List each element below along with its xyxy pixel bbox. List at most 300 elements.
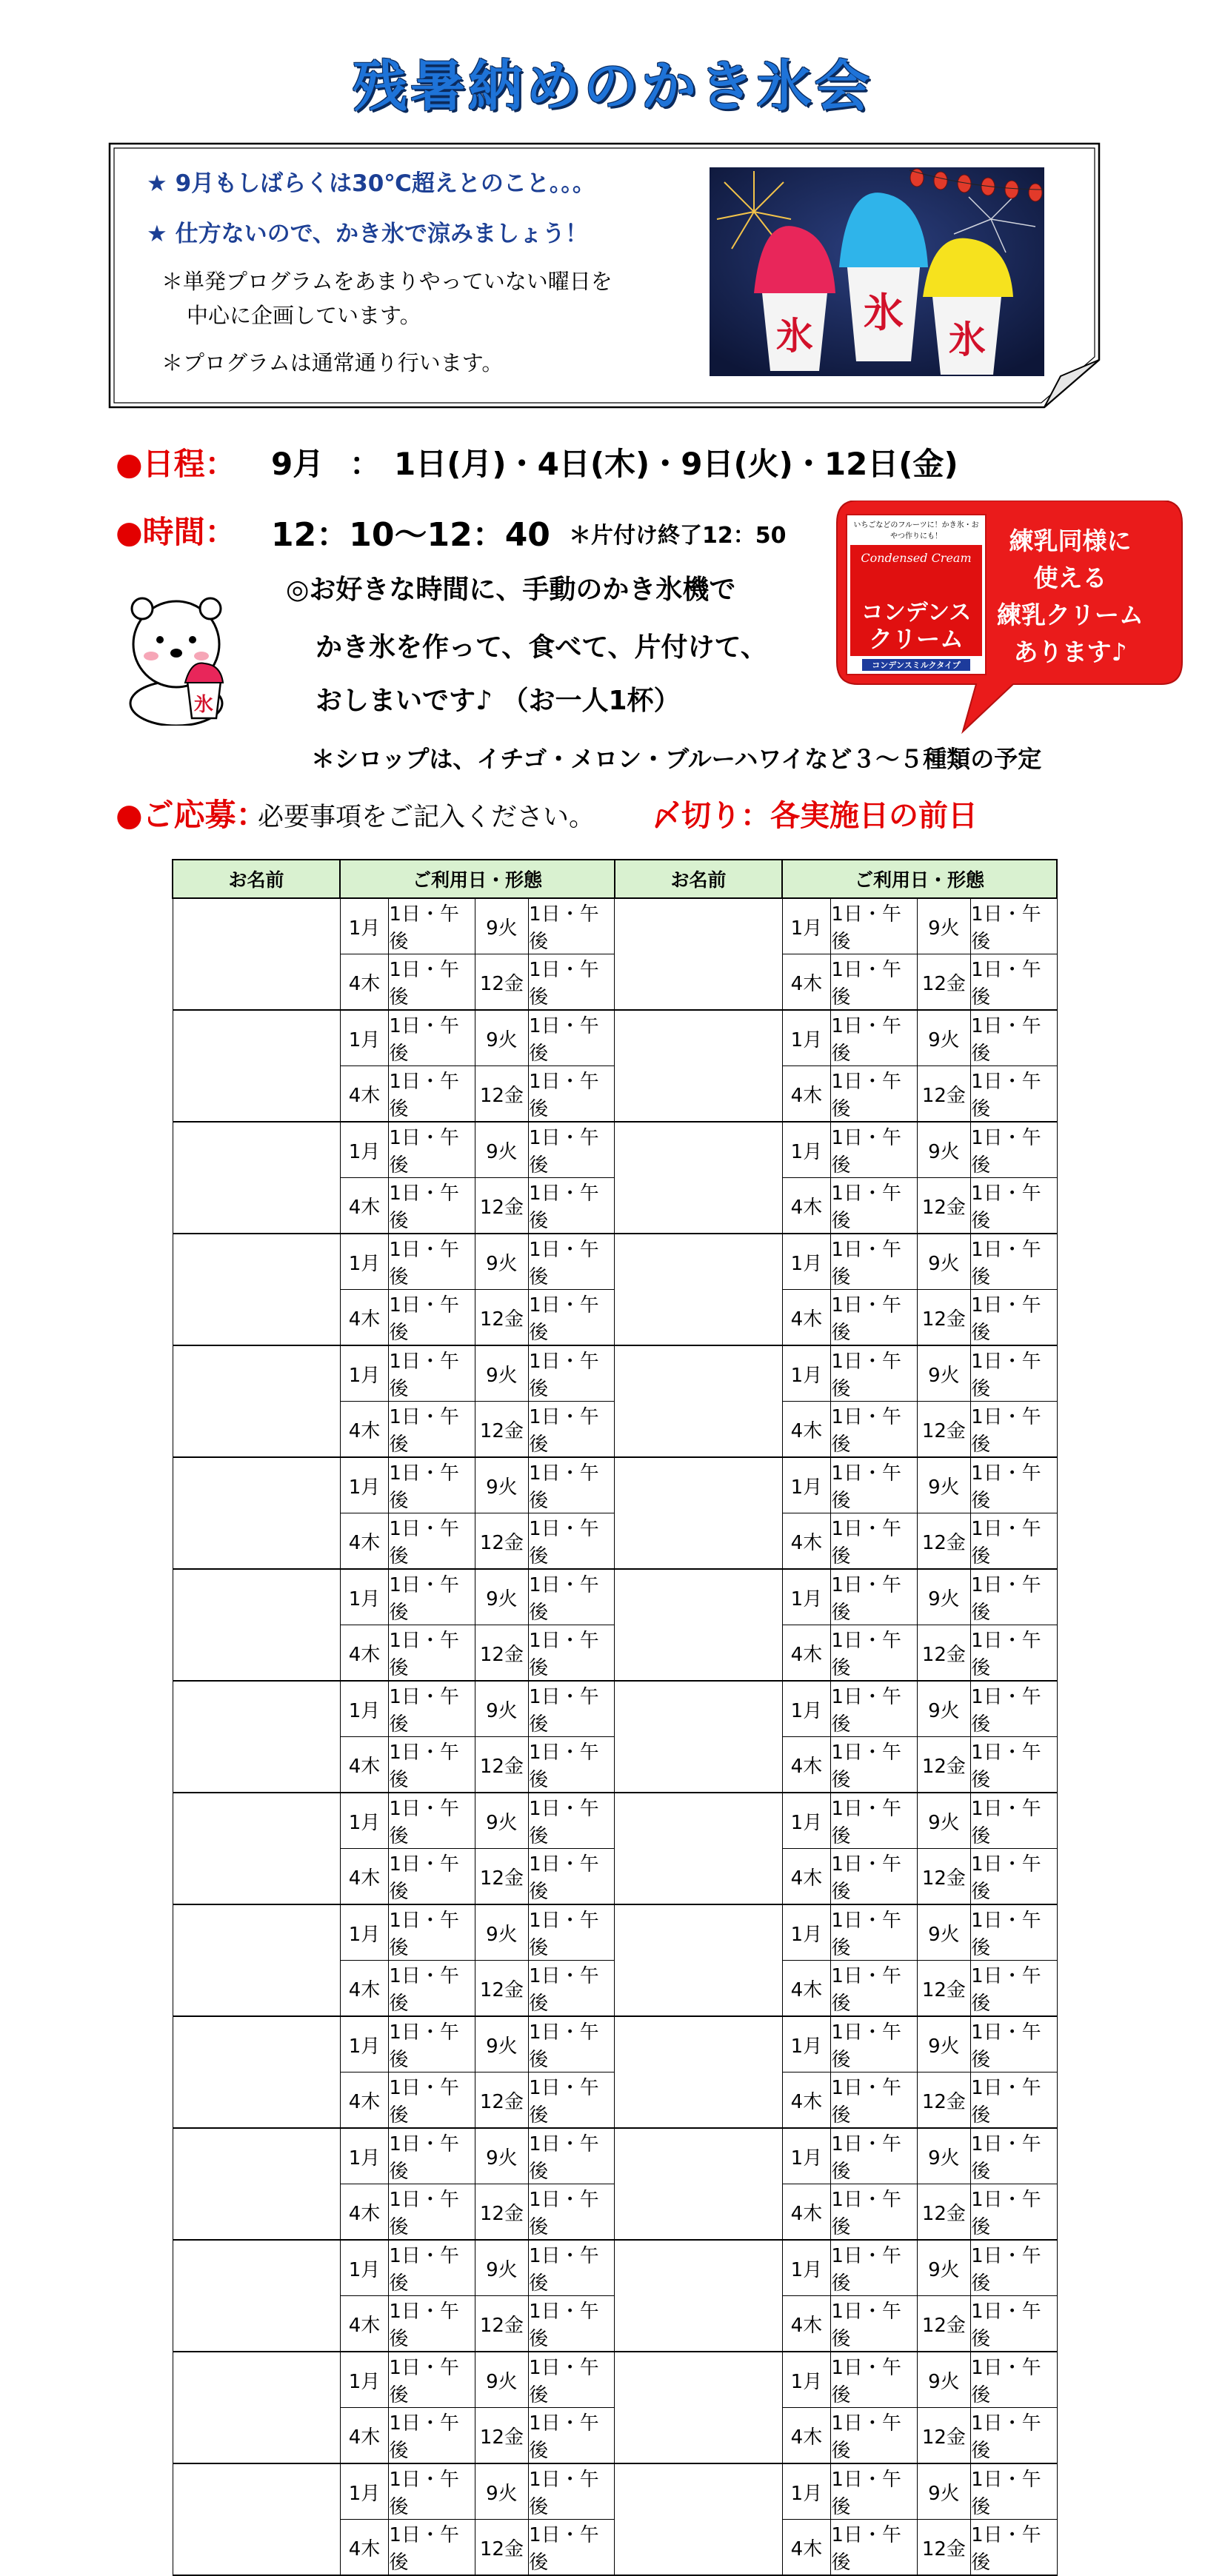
option-cell[interactable]: 1日・午後: [971, 2352, 1057, 2408]
date-cell[interactable]: 4木: [782, 2408, 831, 2464]
description-line-3: おしまいです♪ （お一人1杯）: [316, 686, 681, 716]
table-row: [173, 2128, 1057, 2184]
option-cell[interactable]: 1日・午後: [831, 1457, 917, 1513]
date-cell[interactable]: 12金: [917, 2408, 970, 2464]
option-cell[interactable]: 1日・午後: [831, 2408, 917, 2464]
name-input-cell[interactable]: [173, 1345, 340, 1457]
description-line-2: かき氷を作って、食べて、片付けて、: [316, 632, 767, 663]
option-cell[interactable]: 1日・午後: [389, 2016, 475, 2072]
option-cell[interactable]: 1日・午後: [529, 1178, 615, 1234]
option-cell[interactable]: 1日・午後: [831, 2296, 917, 2352]
option-cell[interactable]: 1日・午後: [971, 2240, 1057, 2296]
package-bottom: コンデンスミルクタイプ: [862, 659, 970, 671]
date-cell[interactable]: 9火: [917, 2240, 970, 2296]
date-cell[interactable]: 4木: [340, 1849, 389, 1905]
date-cell[interactable]: 12金: [475, 1737, 528, 1793]
option-cell[interactable]: 1日・午後: [831, 1066, 917, 1123]
option-cell[interactable]: 1日・午後: [971, 1345, 1057, 1402]
option-cell[interactable]: 1日・午後: [529, 1066, 615, 1123]
date-cell[interactable]: 9火: [475, 2352, 528, 2408]
date-cell[interactable]: 9火: [475, 1122, 528, 1178]
date-cell[interactable]: 12金: [475, 1066, 528, 1123]
date-cell[interactable]: 12金: [475, 1961, 528, 2017]
date-cell[interactable]: 9火: [917, 1234, 970, 1290]
name-input-cell[interactable]: [615, 1345, 782, 1457]
option-cell[interactable]: 1日・午後: [529, 954, 615, 1011]
date-cell[interactable]: 4木: [340, 1625, 389, 1682]
schedule-month: 9月: [271, 446, 324, 482]
option-cell[interactable]: 1日・午後: [389, 1178, 475, 1234]
name-input-cell[interactable]: [173, 2463, 340, 2575]
name-input-cell[interactable]: [615, 1569, 782, 1681]
date-cell[interactable]: 1月: [340, 1457, 389, 1513]
schedule-dates: 1日(月)・4日(木)・9日(火)・12日(金): [394, 446, 958, 482]
date-cell[interactable]: 1月: [340, 1569, 389, 1625]
date-cell[interactable]: 12金: [475, 1849, 528, 1905]
name-input-cell[interactable]: [615, 1234, 782, 1345]
date-cell[interactable]: 12金: [475, 1290, 528, 1346]
date-cell[interactable]: 12金: [917, 1066, 970, 1123]
date-cell[interactable]: 9火: [475, 1681, 528, 1737]
option-cell[interactable]: 1日・午後: [971, 1066, 1057, 1123]
date-cell[interactable]: 12金: [917, 954, 970, 1011]
date-cell[interactable]: 9火: [917, 1457, 970, 1513]
condensed-cream-package: [846, 514, 987, 675]
name-input-cell[interactable]: [615, 2128, 782, 2240]
option-cell[interactable]: 1日・午後: [389, 1290, 475, 1346]
name-input-cell[interactable]: [173, 1681, 340, 1793]
option-cell[interactable]: 1日・午後: [529, 1737, 615, 1793]
name-input-cell[interactable]: [615, 2463, 782, 2575]
intro-line-2: ★ 仕方ないので、かき氷で涼みましょう！: [147, 221, 588, 247]
option-cell[interactable]: 1日・午後: [831, 1234, 917, 1290]
date-cell[interactable]: 9火: [475, 2128, 528, 2184]
date-cell[interactable]: 4木: [782, 1513, 831, 1570]
option-cell[interactable]: 1日・午後: [831, 1402, 917, 1458]
date-cell[interactable]: 4木: [782, 2520, 831, 2576]
date-cell[interactable]: 4木: [340, 2408, 389, 2464]
schedule-label: ●日程：: [116, 446, 236, 482]
option-cell[interactable]: 1日・午後: [529, 1904, 615, 1961]
option-cell[interactable]: 1日・午後: [971, 1010, 1057, 1066]
option-cell[interactable]: 1日・午後: [831, 2072, 917, 2129]
option-cell[interactable]: 1日・午後: [971, 1178, 1057, 1234]
option-cell[interactable]: 1日・午後: [389, 1122, 475, 1178]
option-cell[interactable]: 1日・午後: [831, 1737, 917, 1793]
date-cell[interactable]: 4木: [782, 2184, 831, 2241]
date-cell[interactable]: 9火: [917, 2463, 970, 2520]
option-cell[interactable]: 1日・午後: [529, 1569, 615, 1625]
date-cell[interactable]: 12金: [917, 1513, 970, 1570]
date-cell[interactable]: 1月: [782, 1234, 831, 1290]
option-cell[interactable]: 1日・午後: [389, 1234, 475, 1290]
option-cell[interactable]: 1日・午後: [389, 1961, 475, 2017]
option-cell[interactable]: 1日・午後: [831, 1569, 917, 1625]
date-cell[interactable]: 9火: [475, 2016, 528, 2072]
option-cell[interactable]: 1日・午後: [971, 1904, 1057, 1961]
option-cell[interactable]: 1日・午後: [971, 2128, 1057, 2184]
option-cell[interactable]: 1日・午後: [831, 1122, 917, 1178]
name-input-cell[interactable]: [173, 1904, 340, 2016]
option-cell[interactable]: 1日・午後: [389, 2296, 475, 2352]
option-cell[interactable]: 1日・午後: [971, 2184, 1057, 2241]
option-cell[interactable]: 1日・午後: [971, 2296, 1057, 2352]
option-cell[interactable]: 1日・午後: [831, 2352, 917, 2408]
table-row: [173, 1010, 1057, 1066]
option-cell[interactable]: 1日・午後: [389, 2128, 475, 2184]
time-label: ●時間：: [116, 514, 236, 550]
option-cell[interactable]: 1日・午後: [529, 1513, 615, 1570]
date-cell[interactable]: 9火: [475, 1793, 528, 1849]
name-input-cell[interactable]: [173, 2240, 340, 2352]
option-cell[interactable]: 1日・午後: [389, 2184, 475, 2241]
date-cell[interactable]: 12金: [475, 2520, 528, 2576]
date-cell[interactable]: 1月: [340, 1345, 389, 1402]
date-cell[interactable]: 4木: [340, 1290, 389, 1346]
option-cell[interactable]: 1日・午後: [971, 1402, 1057, 1458]
date-cell[interactable]: 4木: [782, 1737, 831, 1793]
name-input-cell[interactable]: [173, 2128, 340, 2240]
date-cell[interactable]: 12金: [917, 2184, 970, 2241]
date-cell[interactable]: 9火: [917, 1345, 970, 1402]
date-cell[interactable]: 4木: [782, 1066, 831, 1123]
option-cell[interactable]: 1日・午後: [529, 1122, 615, 1178]
option-cell[interactable]: 1日・午後: [529, 2016, 615, 2072]
option-cell[interactable]: 1日・午後: [529, 1290, 615, 1346]
option-cell[interactable]: 1日・午後: [389, 2352, 475, 2408]
deadline-text: 〆切り：各実施日の前日: [652, 799, 978, 833]
date-cell[interactable]: 9火: [475, 1904, 528, 1961]
date-cell[interactable]: 12金: [475, 1625, 528, 1682]
option-cell[interactable]: 1日・午後: [971, 1737, 1057, 1793]
option-cell[interactable]: 1日・午後: [971, 1681, 1057, 1737]
option-cell[interactable]: 1日・午後: [971, 2016, 1057, 2072]
option-cell[interactable]: 1日・午後: [389, 1569, 475, 1625]
option-cell[interactable]: 1日・午後: [831, 1961, 917, 2017]
date-cell[interactable]: 1月: [340, 1234, 389, 1290]
name-input-cell[interactable]: [173, 1457, 340, 1569]
cup-label-1: 氷: [776, 315, 813, 358]
option-cell[interactable]: 1日・午後: [971, 2408, 1057, 2464]
date-cell[interactable]: 4木: [782, 1178, 831, 1234]
intro-note-1b: 中心に企画しています。: [187, 303, 421, 328]
date-cell[interactable]: 12金: [917, 1402, 970, 1458]
option-cell[interactable]: 1日・午後: [529, 1402, 615, 1458]
option-cell[interactable]: 1日・午後: [831, 2240, 917, 2296]
date-cell[interactable]: 12金: [475, 1178, 528, 1234]
table-row: [173, 1793, 1057, 1849]
table-row: [173, 2352, 1057, 2408]
date-cell[interactable]: 4木: [340, 1066, 389, 1123]
option-cell[interactable]: 1日・午後: [971, 954, 1057, 1011]
date-cell[interactable]: 9火: [917, 2128, 970, 2184]
date-cell[interactable]: 4木: [340, 1737, 389, 1793]
date-cell[interactable]: 4木: [340, 1961, 389, 2017]
option-cell[interactable]: 1日・午後: [831, 898, 917, 954]
option-cell[interactable]: 1日・午後: [831, 1904, 917, 1961]
option-cell[interactable]: 1日・午後: [529, 2184, 615, 2241]
option-cell[interactable]: 1日・午後: [971, 1849, 1057, 1905]
option-cell[interactable]: 1日・午後: [389, 1793, 475, 1849]
date-cell[interactable]: 9火: [917, 1681, 970, 1737]
date-cell[interactable]: 4木: [782, 1625, 831, 1682]
name-input-cell[interactable]: [173, 1234, 340, 1345]
option-cell[interactable]: 1日・午後: [831, 954, 917, 1011]
name-input-cell[interactable]: [173, 1010, 340, 1122]
date-cell[interactable]: 1月: [782, 2016, 831, 2072]
date-cell[interactable]: 1月: [340, 2128, 389, 2184]
date-cell[interactable]: 12金: [475, 2408, 528, 2464]
date-cell[interactable]: 1月: [782, 1681, 831, 1737]
date-cell[interactable]: 9火: [475, 1010, 528, 1066]
date-cell[interactable]: 1月: [782, 2240, 831, 2296]
date-cell[interactable]: 4木: [340, 2072, 389, 2129]
date-cell[interactable]: 12金: [917, 2296, 970, 2352]
date-cell[interactable]: 4木: [782, 1290, 831, 1346]
date-cell[interactable]: 12金: [917, 2072, 970, 2129]
date-cell[interactable]: 1月: [782, 1010, 831, 1066]
option-cell[interactable]: 1日・午後: [389, 1849, 475, 1905]
date-cell[interactable]: 9火: [917, 2016, 970, 2072]
date-cell[interactable]: 12金: [917, 1737, 970, 1793]
date-cell[interactable]: 1月: [340, 1010, 389, 1066]
table-row: [173, 1457, 1057, 1513]
bubble-text-2: 使える: [1033, 563, 1107, 592]
option-cell[interactable]: 1日・午後: [831, 1513, 917, 1570]
date-cell[interactable]: 9火: [475, 1234, 528, 1290]
option-cell[interactable]: 1日・午後: [529, 1234, 615, 1290]
option-cell[interactable]: 1日・午後: [831, 1849, 917, 1905]
option-cell[interactable]: 1日・午後: [389, 1513, 475, 1570]
option-cell[interactable]: 1日・午後: [971, 1290, 1057, 1346]
date-cell[interactable]: 12金: [917, 1625, 970, 1682]
option-cell[interactable]: 1日・午後: [971, 1961, 1057, 2017]
date-cell[interactable]: 9火: [475, 898, 528, 954]
option-cell[interactable]: 1日・午後: [971, 2463, 1057, 2520]
option-cell[interactable]: 1日・午後: [389, 2463, 475, 2520]
date-cell[interactable]: 9火: [917, 1010, 970, 1066]
date-cell[interactable]: 12金: [475, 954, 528, 1011]
name-input-cell[interactable]: [173, 1793, 340, 1904]
option-cell[interactable]: 1日・午後: [831, 2520, 917, 2576]
option-cell[interactable]: 1日・午後: [529, 2072, 615, 2129]
option-cell[interactable]: 1日・午後: [389, 1457, 475, 1513]
date-cell[interactable]: 12金: [475, 1402, 528, 1458]
name-input-cell[interactable]: [173, 1569, 340, 1681]
date-cell[interactable]: 4木: [782, 1961, 831, 2017]
option-cell[interactable]: 1日・午後: [971, 1122, 1057, 1178]
date-cell[interactable]: 9火: [475, 2240, 528, 2296]
option-cell[interactable]: 1日・午後: [831, 1345, 917, 1402]
date-cell[interactable]: 4木: [340, 2296, 389, 2352]
option-cell[interactable]: 1日・午後: [831, 1010, 917, 1066]
option-cell[interactable]: 1日・午後: [971, 1625, 1057, 1682]
option-cell[interactable]: 1日・午後: [831, 2016, 917, 2072]
option-cell[interactable]: 1日・午後: [389, 2072, 475, 2129]
name-input-cell[interactable]: [173, 2016, 340, 2128]
option-cell[interactable]: 1日・午後: [389, 1625, 475, 1682]
option-cell[interactable]: 1日・午後: [389, 1345, 475, 1402]
option-cell[interactable]: 1日・午後: [529, 1793, 615, 1849]
date-cell[interactable]: 1月: [782, 1904, 831, 1961]
option-cell[interactable]: 1日・午後: [529, 1010, 615, 1066]
date-cell[interactable]: 12金: [475, 2072, 528, 2129]
option-cell[interactable]: 1日・午後: [529, 2463, 615, 2520]
page-title: 残暑納めのかき氷会: [353, 55, 872, 118]
date-cell[interactable]: 1月: [340, 2240, 389, 2296]
date-cell[interactable]: 12金: [475, 2184, 528, 2241]
option-cell[interactable]: 1日・午後: [971, 1457, 1057, 1513]
option-cell[interactable]: 1日・午後: [529, 1961, 615, 2017]
date-cell[interactable]: 9火: [917, 898, 970, 954]
date-cell[interactable]: 1月: [782, 1793, 831, 1849]
option-cell[interactable]: 1日・午後: [971, 898, 1057, 954]
option-cell[interactable]: 1日・午後: [971, 1793, 1057, 1849]
date-cell[interactable]: 9火: [917, 1569, 970, 1625]
option-cell[interactable]: 1日・午後: [529, 898, 615, 954]
option-cell[interactable]: 1日・午後: [389, 2408, 475, 2464]
option-cell[interactable]: 1日・午後: [529, 1849, 615, 1905]
option-cell[interactable]: 1日・午後: [831, 2128, 917, 2184]
date-cell[interactable]: 4木: [340, 954, 389, 1011]
option-cell[interactable]: 1日・午後: [389, 1066, 475, 1123]
date-cell[interactable]: 1月: [782, 1569, 831, 1625]
option-cell[interactable]: 1日・午後: [389, 1681, 475, 1737]
option-cell[interactable]: 1日・午後: [389, 2520, 475, 2576]
date-cell[interactable]: 12金: [917, 1961, 970, 2017]
date-cell[interactable]: 1月: [782, 1457, 831, 1513]
name-input-cell[interactable]: [173, 2352, 340, 2463]
option-cell[interactable]: 1日・午後: [529, 2240, 615, 2296]
date-cell[interactable]: 9火: [475, 1569, 528, 1625]
option-cell[interactable]: 1日・午後: [529, 2296, 615, 2352]
option-cell[interactable]: 1日・午後: [831, 2184, 917, 2241]
date-cell[interactable]: 1月: [340, 2463, 389, 2520]
option-cell[interactable]: 1日・午後: [971, 1569, 1057, 1625]
option-cell[interactable]: 1日・午後: [831, 1793, 917, 1849]
option-cell[interactable]: 1日・午後: [831, 1290, 917, 1346]
option-cell[interactable]: 1日・午後: [529, 2520, 615, 2576]
date-cell[interactable]: 9火: [917, 2352, 970, 2408]
date-cell[interactable]: 1月: [340, 2016, 389, 2072]
date-cell[interactable]: 12金: [917, 1849, 970, 1905]
date-cell[interactable]: 4木: [340, 2184, 389, 2241]
option-cell[interactable]: 1日・午後: [529, 2352, 615, 2408]
name-input-cell[interactable]: [615, 2352, 782, 2463]
header-name-left: お名前: [173, 860, 340, 898]
date-cell[interactable]: 4木: [782, 2296, 831, 2352]
date-cell[interactable]: 1月: [340, 1793, 389, 1849]
date-cell[interactable]: 12金: [475, 1513, 528, 1570]
date-cell[interactable]: 12金: [917, 1290, 970, 1346]
date-cell[interactable]: 4木: [340, 1513, 389, 1570]
date-cell[interactable]: 9火: [917, 1122, 970, 1178]
table-row: [173, 1234, 1057, 1290]
date-cell[interactable]: 4木: [782, 2072, 831, 2129]
option-cell[interactable]: 1日・午後: [529, 2408, 615, 2464]
apply-label: ●ご応募：: [116, 797, 267, 833]
option-cell[interactable]: 1日・午後: [389, 1010, 475, 1066]
date-cell[interactable]: 12金: [917, 2520, 970, 2576]
package-script: Condensed Cream: [861, 551, 972, 565]
date-cell[interactable]: 1月: [782, 898, 831, 954]
name-input-cell[interactable]: [173, 1122, 340, 1234]
name-input-cell[interactable]: [615, 2016, 782, 2128]
date-cell[interactable]: 12金: [475, 2296, 528, 2352]
name-input-cell[interactable]: [615, 1457, 782, 1569]
date-cell[interactable]: 1月: [782, 2352, 831, 2408]
table-row: [173, 898, 1057, 954]
option-cell[interactable]: 1日・午後: [971, 1513, 1057, 1570]
name-input-cell[interactable]: [615, 2240, 782, 2352]
option-cell[interactable]: 1日・午後: [389, 954, 475, 1011]
date-cell[interactable]: 9火: [475, 1457, 528, 1513]
option-cell[interactable]: 1日・午後: [831, 1625, 917, 1682]
option-cell[interactable]: 1日・午後: [529, 2128, 615, 2184]
option-cell[interactable]: 1日・午後: [529, 1625, 615, 1682]
name-input-cell[interactable]: [615, 1793, 782, 1904]
table-row: [173, 1569, 1057, 1625]
date-cell[interactable]: 1月: [782, 2463, 831, 2520]
name-input-cell[interactable]: [615, 1010, 782, 1122]
name-input-cell[interactable]: [173, 898, 340, 1010]
date-cell[interactable]: 1月: [340, 1122, 389, 1178]
name-input-cell[interactable]: [615, 1904, 782, 2016]
option-cell[interactable]: 1日・午後: [529, 1681, 615, 1737]
option-cell[interactable]: 1日・午後: [389, 1402, 475, 1458]
date-cell[interactable]: 9火: [917, 1904, 970, 1961]
option-cell[interactable]: 1日・午後: [971, 2072, 1057, 2129]
date-cell[interactable]: 1月: [340, 898, 389, 954]
option-cell[interactable]: 1日・午後: [971, 1234, 1057, 1290]
package-name-2: クリーム: [868, 625, 964, 653]
date-cell[interactable]: 4木: [782, 1849, 831, 1905]
option-cell[interactable]: 1日・午後: [389, 898, 475, 954]
option-cell[interactable]: 1日・午後: [529, 1345, 615, 1402]
date-cell[interactable]: 1月: [782, 1345, 831, 1402]
date-cell[interactable]: 9火: [917, 1793, 970, 1849]
option-cell[interactable]: 1日・午後: [971, 2520, 1057, 2576]
date-cell[interactable]: 1月: [340, 1681, 389, 1737]
name-input-cell[interactable]: [615, 1122, 782, 1234]
date-cell[interactable]: 12金: [917, 1178, 970, 1234]
option-cell[interactable]: 1日・午後: [831, 1178, 917, 1234]
header-date-right: ご利用日・形態: [782, 860, 1057, 898]
date-cell[interactable]: 9火: [475, 2463, 528, 2520]
apply-text: 必要事項をご記入ください。: [258, 803, 595, 832]
option-cell[interactable]: 1日・午後: [831, 2463, 917, 2520]
option-cell[interactable]: 1日・午後: [389, 2240, 475, 2296]
date-cell[interactable]: 9火: [475, 1345, 528, 1402]
description-line-1: ◎お好きな時間に、手動のかき氷機で: [286, 575, 736, 605]
date-cell[interactable]: 1月: [340, 1904, 389, 1961]
option-cell[interactable]: 1日・午後: [529, 1457, 615, 1513]
date-cell[interactable]: 4木: [782, 954, 831, 1011]
date-cell[interactable]: 4木: [340, 1178, 389, 1234]
option-cell[interactable]: 1日・午後: [389, 1737, 475, 1793]
name-input-cell[interactable]: [615, 1681, 782, 1793]
date-cell[interactable]: 1月: [782, 1122, 831, 1178]
bubble-text-1: 練乳同様に: [1009, 526, 1132, 555]
name-input-cell[interactable]: [615, 898, 782, 1010]
date-cell[interactable]: 4木: [340, 2520, 389, 2576]
date-cell[interactable]: 1月: [782, 2128, 831, 2184]
option-cell[interactable]: 1日・午後: [389, 1904, 475, 1961]
date-cell[interactable]: 4木: [340, 1402, 389, 1458]
date-cell[interactable]: 4木: [782, 1402, 831, 1458]
option-cell[interactable]: 1日・午後: [831, 1681, 917, 1737]
date-cell[interactable]: 1月: [340, 2352, 389, 2408]
